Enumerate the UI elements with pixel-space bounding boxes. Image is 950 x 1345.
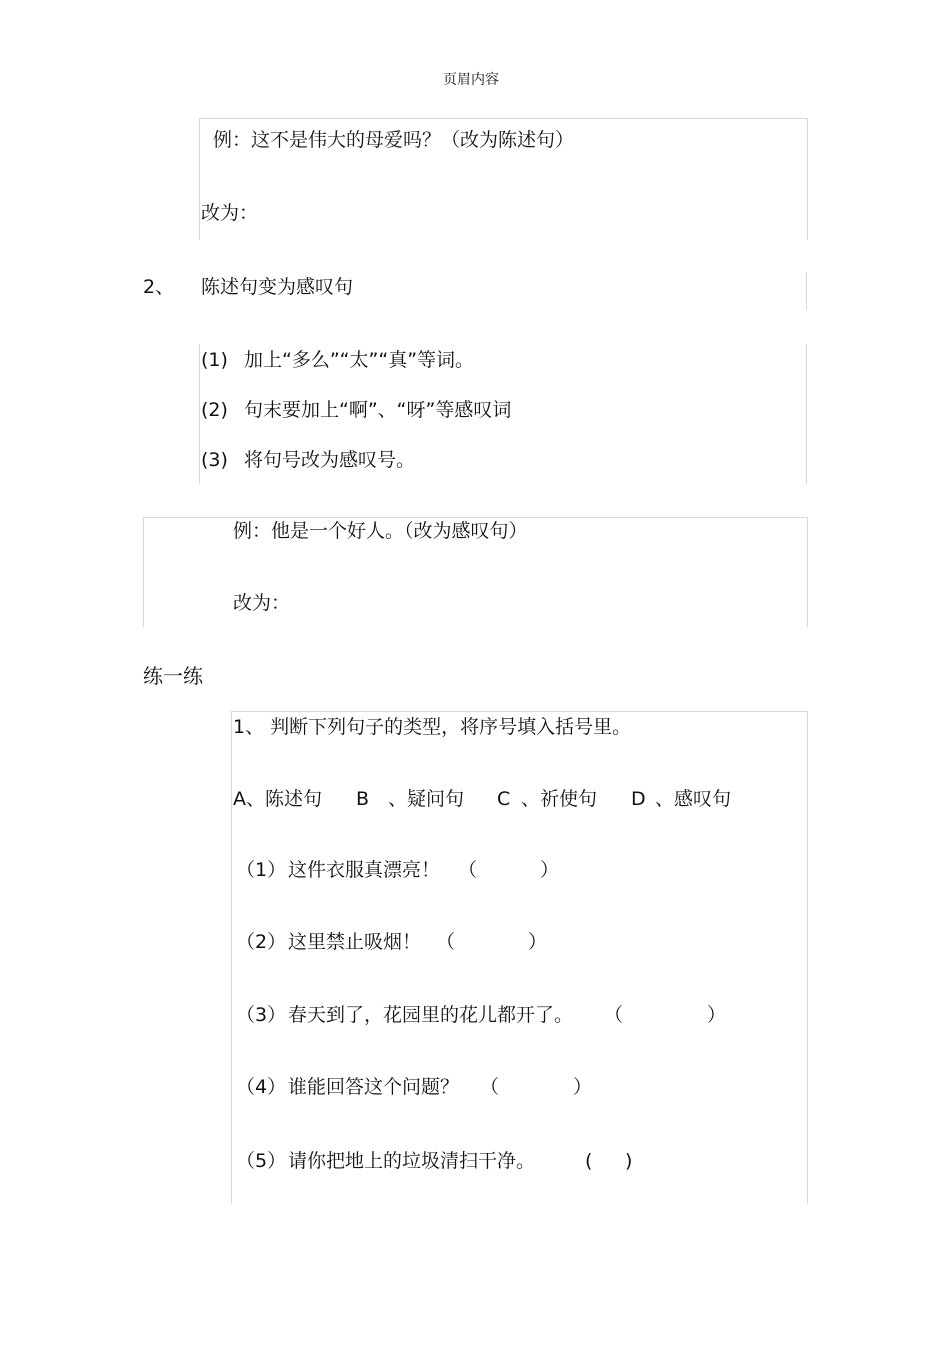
rule-number: (1) — [201, 349, 228, 371]
example2-answer-label: 改为： — [233, 592, 291, 614]
answer-paren-close: ） — [528, 931, 548, 953]
answer-paren-open: ( — [585, 1150, 593, 1172]
answer-paren-close: ) — [625, 1150, 633, 1172]
practice-title: 练一练 — [143, 664, 203, 688]
item-text: 春天到了，花园里的花儿都开了。 — [288, 1004, 574, 1026]
item-text: 谁能回答这个问题？ — [288, 1076, 460, 1098]
rule-text: 将句号改为感叹号。 — [244, 449, 416, 471]
item-number: （5） — [236, 1150, 287, 1172]
option-text: 、感叹句 — [655, 788, 732, 810]
item-text: 请你把地上的垃圾清扫干净。 — [288, 1150, 536, 1172]
rules-frame-right — [806, 344, 807, 484]
item-number: （4） — [236, 1076, 287, 1098]
answer-paren-close: ） — [540, 859, 560, 881]
option-letter: C — [497, 788, 511, 810]
section2-number: 2、 — [143, 276, 175, 298]
rule-number: (2) — [201, 399, 228, 421]
answer-paren-open: （ — [436, 931, 456, 953]
rule-text: 句末要加上“啊”、“呀”等感叹词 — [244, 399, 512, 421]
exercise-frame — [231, 711, 808, 1204]
rules-frame-left — [199, 344, 200, 484]
answer-paren-open: （ — [604, 1004, 624, 1026]
option-letter: D — [631, 788, 646, 810]
item-text: 这件衣服真漂亮！ — [288, 859, 441, 881]
item-text: 这里禁止吸烟！ — [288, 931, 422, 953]
answer-paren-close: ） — [573, 1076, 593, 1098]
item-number: （2） — [236, 931, 287, 953]
option-letter: B — [356, 788, 370, 810]
exercise-instruction: 1、 判断下列句子的类型，将序号填入括号里。 — [233, 716, 632, 738]
option-text: 、疑问句 — [388, 788, 465, 810]
example1-text: 例：这不是伟大的母爱吗？（改为陈述句） — [213, 129, 575, 151]
answer-paren-close: ） — [707, 1004, 727, 1026]
option-text: 、陈述句 — [246, 788, 323, 810]
option-text: 、祈使句 — [521, 788, 598, 810]
page-header: 页眉内容 — [443, 72, 499, 88]
answer-paren-open: （ — [458, 859, 478, 881]
section2-title: 陈述句变为感叹句 — [201, 276, 354, 298]
option-letter: A — [233, 788, 246, 810]
example1-answer-label: 改为： — [201, 202, 259, 224]
section2-frame-line — [806, 272, 807, 310]
answer-paren-open: （ — [480, 1076, 500, 1098]
item-number: （1） — [236, 859, 287, 881]
example2-text: 例：他是一个好人。（改为感叹句） — [233, 520, 528, 542]
item-number: （3） — [236, 1004, 287, 1026]
rule-number: (3) — [201, 449, 228, 471]
rule-text: 加上“多么”“太”“真”等词。 — [244, 349, 475, 371]
